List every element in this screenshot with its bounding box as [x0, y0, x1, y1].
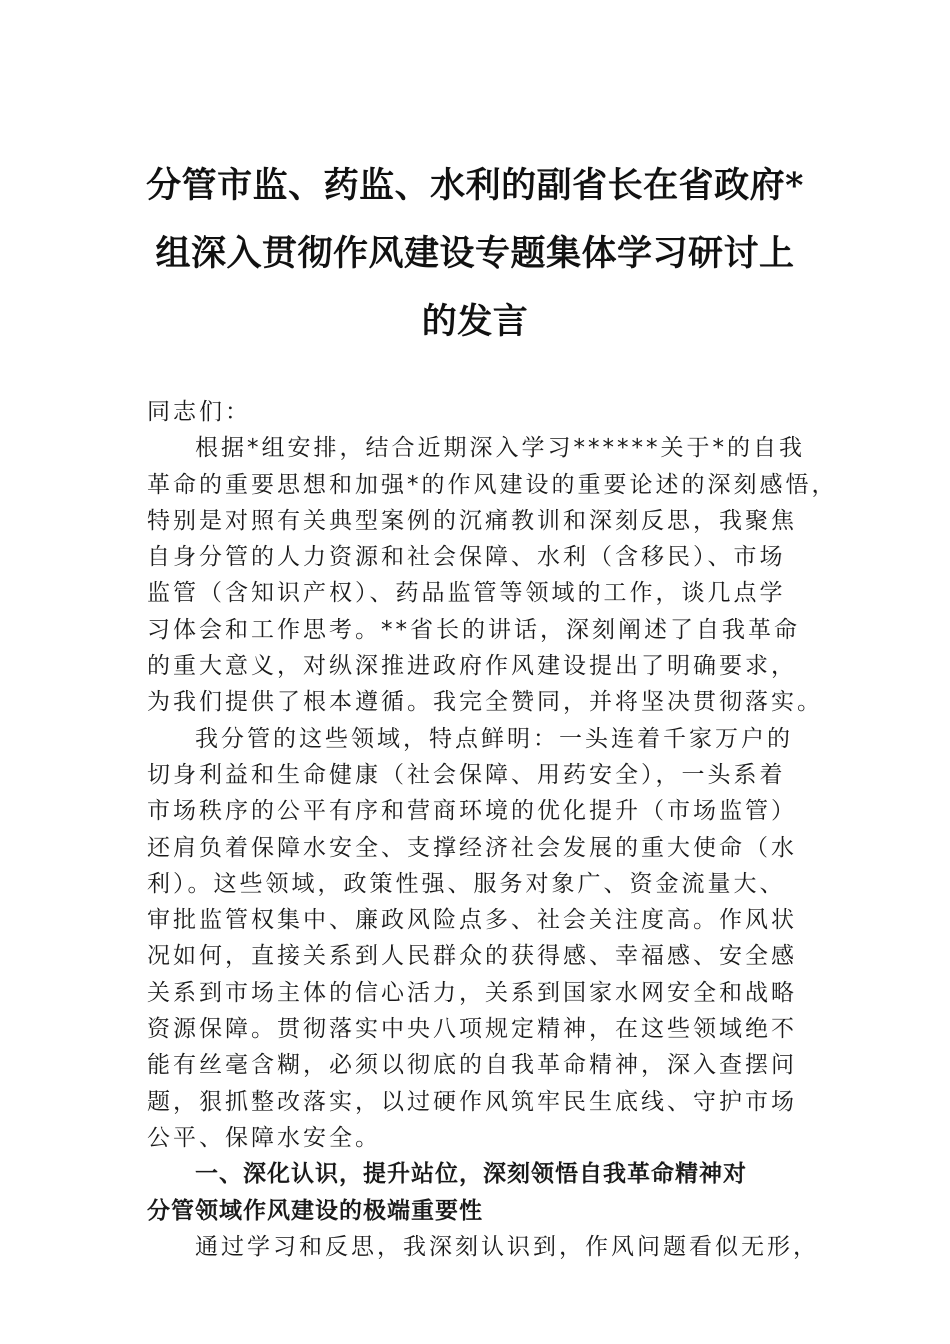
text-line: 利）。这些领域，政策性强、服务对象广、资金流量大、 [147, 870, 786, 897]
paragraph-1 [147, 430, 838, 720]
text-line: 革命的重要思想和加强*的作风建设的重要论述的深刻感悟， [147, 471, 838, 498]
text-line: 我分管的这些领域，特点鲜明：一头连着千家万户的 [195, 725, 793, 752]
paragraph-3 [147, 1229, 827, 1265]
title-line: 分管市监、药监、水利的副省长在省政府* [146, 165, 804, 206]
text-line: 资源保障。贯彻落实中央八项规定精神，在这些领域绝不 [147, 1016, 797, 1043]
title-line: 组深入贯彻作风建设专题集体学习研讨上 [155, 233, 795, 274]
salutation: 同志们： [147, 399, 251, 425]
text-line: 审批监管权集中、廉政风险点多、社会关注度高。作风状 [147, 907, 797, 934]
heading-line: 分管领域作风建设的极端重要性 [147, 1197, 483, 1224]
text-line: 根据*组安排，结合近期深入学习******关于*的自我 [195, 435, 805, 462]
text-line: 市场秩序的公平有序和营商环境的优化提升（市场监管） [147, 798, 797, 825]
section-heading [147, 1156, 827, 1229]
text-line: 的重大意义，对纵深推进政府作风建设提出了明确要求， [147, 653, 797, 680]
text-line: 切身利益和生命健康（社会保障、用药安全），一头系着 [147, 761, 786, 788]
text-line: 监管（含知识产权）、药品监管等领域的工作，谈几点学 [147, 580, 786, 607]
text-line: 习体会和工作思考。**省长的讲话，深刻阐述了自我革命 [147, 616, 800, 643]
text-line: 关系到市场主体的信心活力，关系到国家水网安全和战略 [147, 979, 797, 1006]
paragraph-2 [147, 721, 827, 1157]
text-line: 通过学习和反思，我深刻认识到，作风问题看似无形， [195, 1233, 819, 1260]
text-line: 公平、保障水安全。 [147, 1124, 381, 1151]
text-line: 特别是对照有关典型案例的沉痛教训和深刻反思，我聚焦 [147, 507, 797, 534]
document-title [140, 152, 810, 356]
text-line: 为我们提供了根本遵循。我完全赞同，并将坚决贯彻落实。 [147, 689, 823, 716]
text-line: 题，狠抓整改落实，以过硬作风筑牢民生底线、守护市场 [147, 1088, 797, 1115]
text-line: 还肩负着保障水安全、支撑经济社会发展的重大使命（水 [147, 834, 797, 861]
text-line: 况如何，直接关系到人民群众的获得感、幸福感、安全感 [147, 943, 797, 970]
title-line: 的发言 [421, 301, 529, 342]
text-line: 能有丝毫含糊，必须以彻底的自我革命精神，深入查摆问 [147, 1052, 797, 1079]
heading-line: 一、深化认识，提升站位，深刻领悟自我革命精神对 [195, 1161, 747, 1188]
text-line: 自身分管的人力资源和社会保障、水利（含移民）、市场 [147, 544, 786, 571]
document-body [147, 394, 838, 1265]
